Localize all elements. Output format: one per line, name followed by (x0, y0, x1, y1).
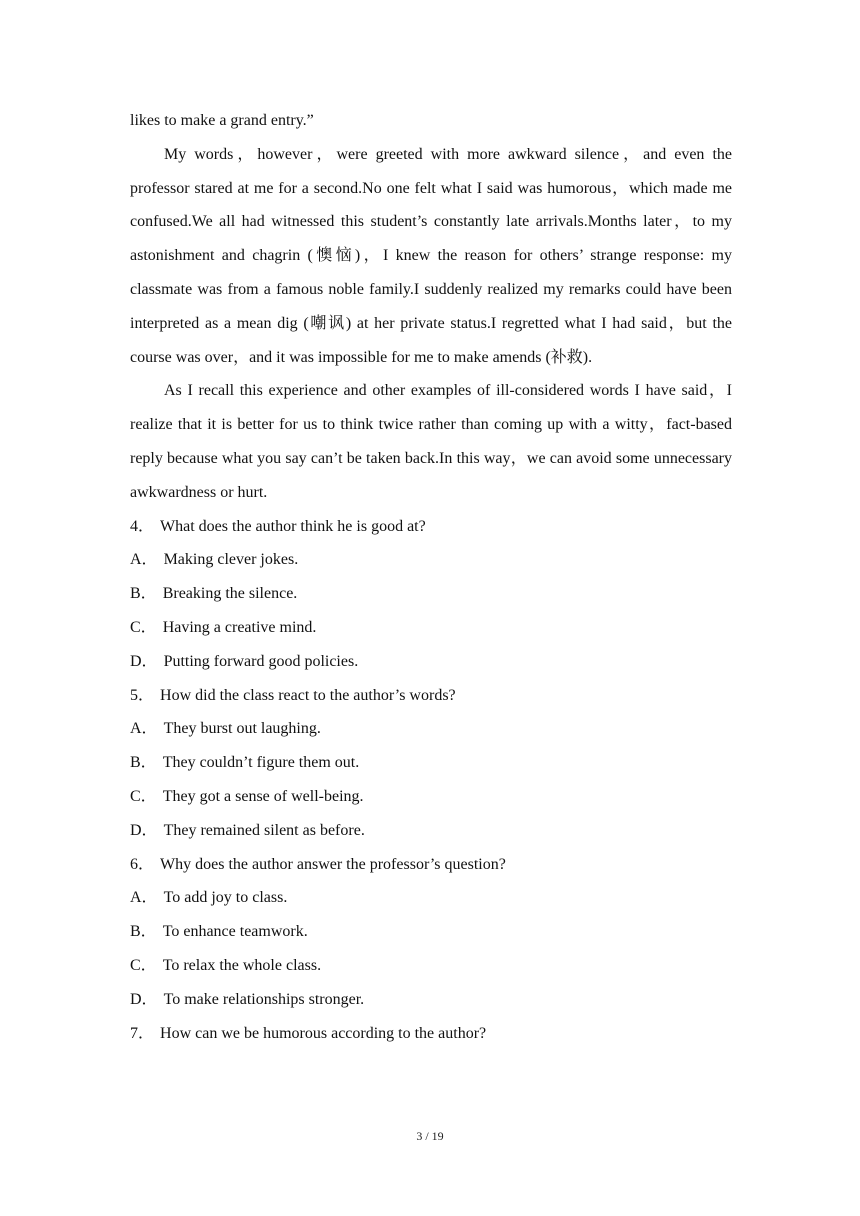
question-number: 4． (130, 517, 155, 535)
option-5d (130, 814, 732, 848)
option-letter: B． (130, 923, 157, 941)
option-text: They got a sense of well-being. (162, 787, 364, 805)
option-4a (130, 543, 732, 577)
question-number: 7． (130, 1024, 155, 1042)
option-6b (130, 915, 732, 949)
question-text: What does the author think he is good at? (160, 517, 426, 535)
option-letter: A． (130, 720, 158, 738)
option-text: To add joy to class. (163, 889, 288, 907)
question-number: 5． (130, 686, 155, 704)
option-5b (130, 746, 732, 780)
page-number: 3 / 19 (416, 1129, 444, 1143)
option-4b (130, 577, 732, 611)
option-letter: D． (130, 990, 158, 1008)
question-text: Why does the author answer the professor’s question? (160, 855, 506, 873)
option-text: To relax the whole class. (162, 956, 322, 974)
option-letter: B． (130, 754, 157, 772)
option-text: Putting forward good policies. (163, 652, 359, 670)
option-letter: C． (130, 618, 157, 636)
passage-paragraph: As I recall this experience and other examples of ill-considered words I have said，I realize that it is better for us to think twice rather than coming up with a witty，fact-based reply because what you say can’t be taken back.In this way，we can avoid some unnecessary awkwardness or hurt. (130, 382, 733, 501)
option-letter: C． (130, 956, 157, 974)
option-text: Breaking the silence. (162, 585, 298, 603)
option-6a (130, 881, 732, 915)
document-body (130, 104, 732, 1050)
option-4c (130, 611, 732, 645)
option-letter: D． (130, 821, 158, 839)
option-letter: C． (130, 787, 157, 805)
question-7 (130, 1017, 732, 1051)
option-6d (130, 983, 732, 1017)
question-number: 6． (130, 855, 155, 873)
option-text: They couldn’t figure them out. (162, 754, 360, 772)
option-text: They remained silent as before. (163, 821, 365, 839)
option-text: They burst out laughing. (163, 720, 321, 738)
question-4 (130, 510, 732, 544)
option-text: Making clever jokes. (163, 551, 299, 569)
passage-paragraph-continued: likes to make a grand entry.” (130, 112, 314, 129)
option-letter: B． (130, 585, 157, 603)
option-letter: A． (130, 889, 158, 907)
passage-paragraph: My words，however，were greeted with more awkward silence，and even the professor stared at me for a second.No one felt what I said was humorous，which made me confused.We all had witnessed this student’s constantly late arrivals.Months later，to my astonishment and chagrin (懊恼)，I knew the reason for others’ strange response: my classmate was from a famous noble family.I suddenly realized my remarks could have been interpreted as a mean dig (嘲讽) at her private status.I regretted what I had said，but the course was over，and it was impossible for me to make amends (补救). (130, 145, 732, 366)
option-text: To enhance teamwork. (162, 923, 308, 941)
option-text: To make relationships stronger. (163, 990, 365, 1008)
question-5 (130, 679, 732, 713)
option-5c (130, 780, 732, 814)
option-letter: D． (130, 652, 158, 670)
question-text: How can we be humorous according to the author? (160, 1024, 487, 1042)
option-text: Having a creative mind. (162, 618, 317, 636)
option-letter: A． (130, 551, 158, 569)
option-5a (130, 712, 732, 746)
option-4d (130, 645, 732, 679)
question-6 (130, 848, 732, 882)
question-text: How did the class react to the author’s words? (160, 686, 456, 704)
option-6c (130, 949, 732, 983)
